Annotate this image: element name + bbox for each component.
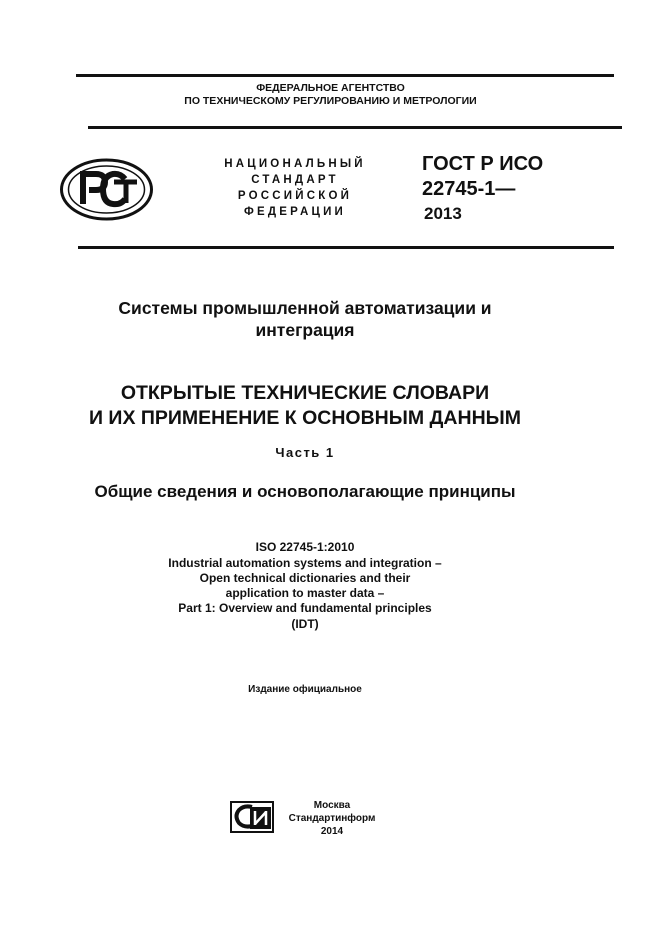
iso-line-4: application to master data – xyxy=(225,586,385,600)
main-title-line-1: ОТКРЫТЫЕ ТЕХНИЧЕСКИЕ СЛОВАРИ xyxy=(120,382,490,404)
designation-line-2: 22745-1— xyxy=(422,178,516,200)
national-standard-line-2: СТАНДАРТ xyxy=(251,174,339,186)
edition-label: Издание официальное xyxy=(248,684,362,695)
publisher-city: Москва xyxy=(313,800,351,811)
designation-line-1: ГОСТ Р ИСО xyxy=(422,153,544,175)
national-standard-line-3: РОССИЙСКОЙ xyxy=(237,190,353,202)
top-rule xyxy=(76,74,614,77)
iso-line-3: Open technical dictionaries and their xyxy=(199,571,411,585)
publisher-name: Стандартинформ xyxy=(288,813,376,824)
national-standard-line-1: НАЦИОНАЛЬНЫЙ xyxy=(224,158,366,170)
part-label: Часть 1 xyxy=(275,445,335,460)
agency-line-1: ФЕДЕРАЛЬНОЕ АГЕНТСТВО xyxy=(256,82,405,94)
standartinform-logo-icon xyxy=(230,801,274,833)
agency-line-2: ПО ТЕХНИЧЕСКОМУ РЕГУЛИРОВАНИЮ И МЕТРОЛОГИИ xyxy=(184,95,477,107)
iso-line-5: Part 1: Overview and fundamental principles xyxy=(178,601,432,615)
main-title-line-2: И ИХ ПРИМЕНЕНИЕ К ОСНОВНЫМ ДАННЫМ xyxy=(89,407,521,429)
header-rule xyxy=(88,126,622,129)
rst-logo xyxy=(59,158,154,221)
iso-line-1: ISO 22745-1:2010 xyxy=(255,540,355,554)
series-title-line-1: Системы промышленной автоматизации и xyxy=(118,298,492,318)
iso-line-2: Industrial automation systems and integration – xyxy=(168,556,442,570)
subtitle: Общие сведения и основополагающие принципы xyxy=(94,482,516,501)
national-standard-line-4: ФЕДЕРАЦИИ xyxy=(243,206,347,218)
rst-logo-icon xyxy=(59,158,154,221)
iso-line-6: (IDT) xyxy=(291,617,319,631)
header-bottom-rule xyxy=(78,246,614,249)
designation-line-3: 2013 xyxy=(424,204,462,223)
publisher-year: 2014 xyxy=(320,826,344,837)
series-title-line-2: интеграция xyxy=(255,320,355,340)
standartinform-logo xyxy=(230,801,274,833)
